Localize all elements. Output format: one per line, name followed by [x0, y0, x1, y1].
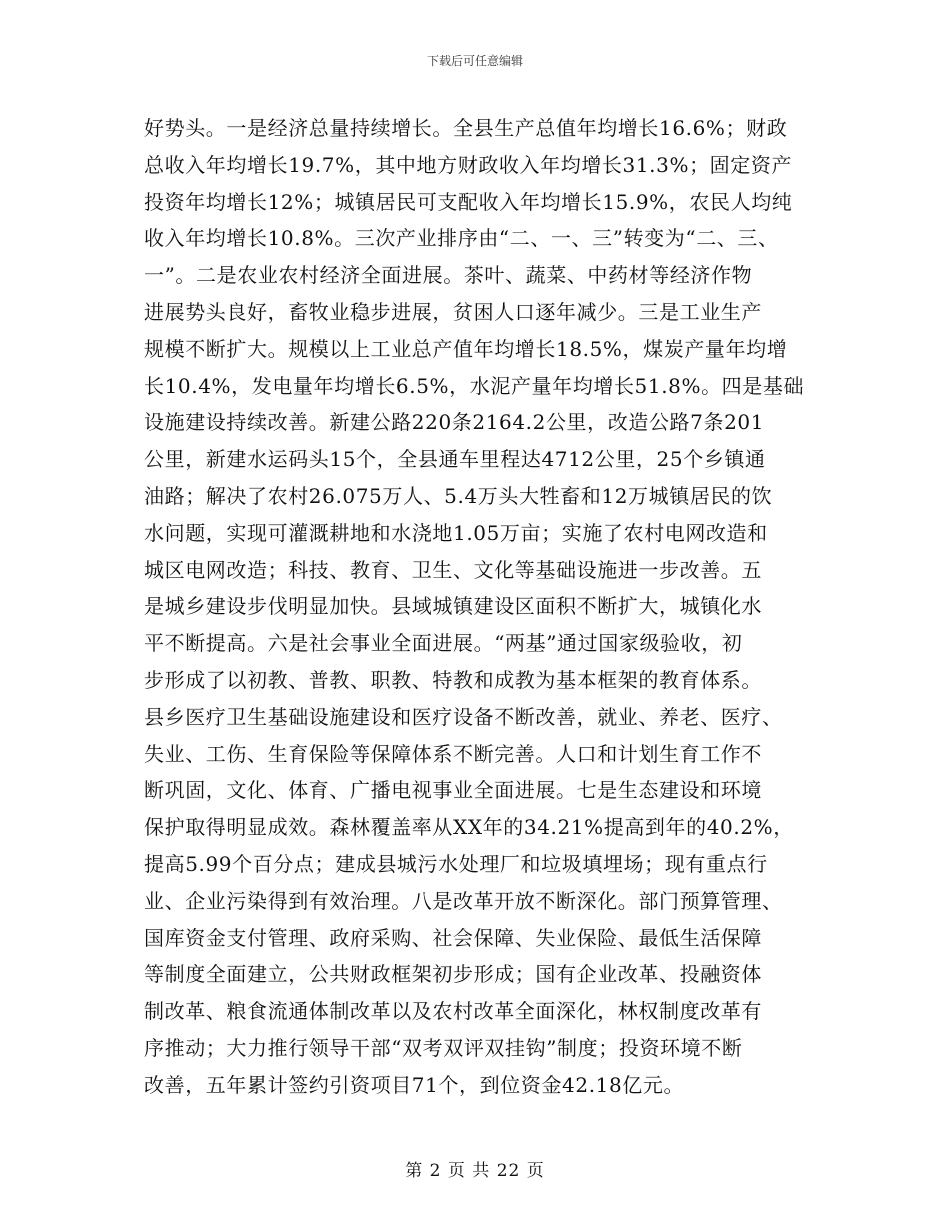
text-line: 一”。二是农业农村经济全面进展。茶叶、蔬菜、中药材等经济作物: [144, 263, 753, 288]
page-header-note: 下载后可任意编辑: [426, 54, 523, 68]
text-line: 断巩固，文化、体育、广播电视事业全面进展。七是生态建设和环境: [144, 778, 762, 803]
text-line: 平不断提高。六是社会事业全面进展。“两基”通过国家级验收，初: [144, 631, 743, 656]
text-line: 水问题，实现可灌溉耕地和水浇地1.05万亩；实施了农村电网改造和: [144, 520, 768, 545]
text-line: 是城乡建设步伐明显加快。县域城镇建设区面积不断扩大，城镇化水: [144, 594, 762, 619]
text-line: 制改革、粮食流通体制改革以及农村改革全面深化，林权制度改革有: [144, 999, 762, 1024]
text-line: 序推动；大力推行领导干部“双考双评双挂钩”制度；投资环境不断: [144, 1035, 743, 1060]
text-line: 油路；解决了农村26.075万人、5.4万头大牲畜和12万城镇居民的饮: [144, 483, 773, 508]
text-line: 进展势头良好，畜牧业稳步进展，贫困人口逐年减少。三是工业生产: [144, 299, 762, 324]
text-line: 收入年均增长10.8%。三次产业排序由“二、一、三”转变为“二、三、: [144, 226, 779, 251]
text-line: 国库资金支付管理、政府采购、社会保障、失业保险、最低生活保障: [144, 925, 762, 950]
text-line: 步形成了以初教、普教、职教、特教和成教为基本框架的教育体系。: [144, 667, 762, 692]
document-body: [144, 110, 814, 1104]
text-line: 长10.4%，发电量年均增长6.5%，水泥产量年均增长51.8%。四是基础: [144, 373, 805, 398]
text-line: 失业、工伤、生育保险等保障体系不断完善。人口和计划生育工作不: [144, 741, 762, 766]
text-line: 提高5.99个百分点；建成县城污水处理厂和垃圾填埋场；现有重点行: [144, 851, 768, 876]
text-line: 业、企业污染得到有效治理。八是改革开放不断深化。部门预算管理、: [144, 888, 783, 913]
page-number: 第 2 页 共 22 页: [405, 1161, 545, 1181]
text-line: 投资年均增长12%；城镇居民可支配收入年均增长15.9%，农民人均纯: [144, 189, 793, 214]
text-line: 设施建设持续改善。新建公路220条2164.2公里，改造公路7条201: [144, 410, 765, 435]
text-line: 保护取得明显成效。森林覆盖率从XX年的34.21%提高到年的40.2%，: [144, 815, 794, 840]
text-line: 城区电网改造；科技、教育、卫生、文化等基础设施进一步改善。五: [144, 557, 762, 582]
text-line: 好势头。一是经济总量持续增长。全县生产总值年均增长16.6%；财政: [144, 116, 788, 140]
text-line: 公里，新建水运码头15个，全县通车里程达4712公里，25个乡镇通: [144, 447, 766, 472]
text-line: 总收入年均增长19.7%，其中地方财政收入年均增长31.3%；固定资产: [144, 152, 793, 177]
text-line: 规模不断扩大。规模以上工业总产值年均增长18.5%，煤炭产量年均增: [144, 336, 788, 361]
text-line: 等制度全面建立，公共财政框架初步形成；国有企业改革、投融资体: [144, 962, 762, 987]
text-line: 改善，五年累计签约引资项目71个，到位资金42.18亿元。: [144, 1072, 685, 1097]
text-line: 县乡医疗卫生基础设施建设和医疗设备不断改善，就业、养老、医疗、: [144, 704, 783, 729]
